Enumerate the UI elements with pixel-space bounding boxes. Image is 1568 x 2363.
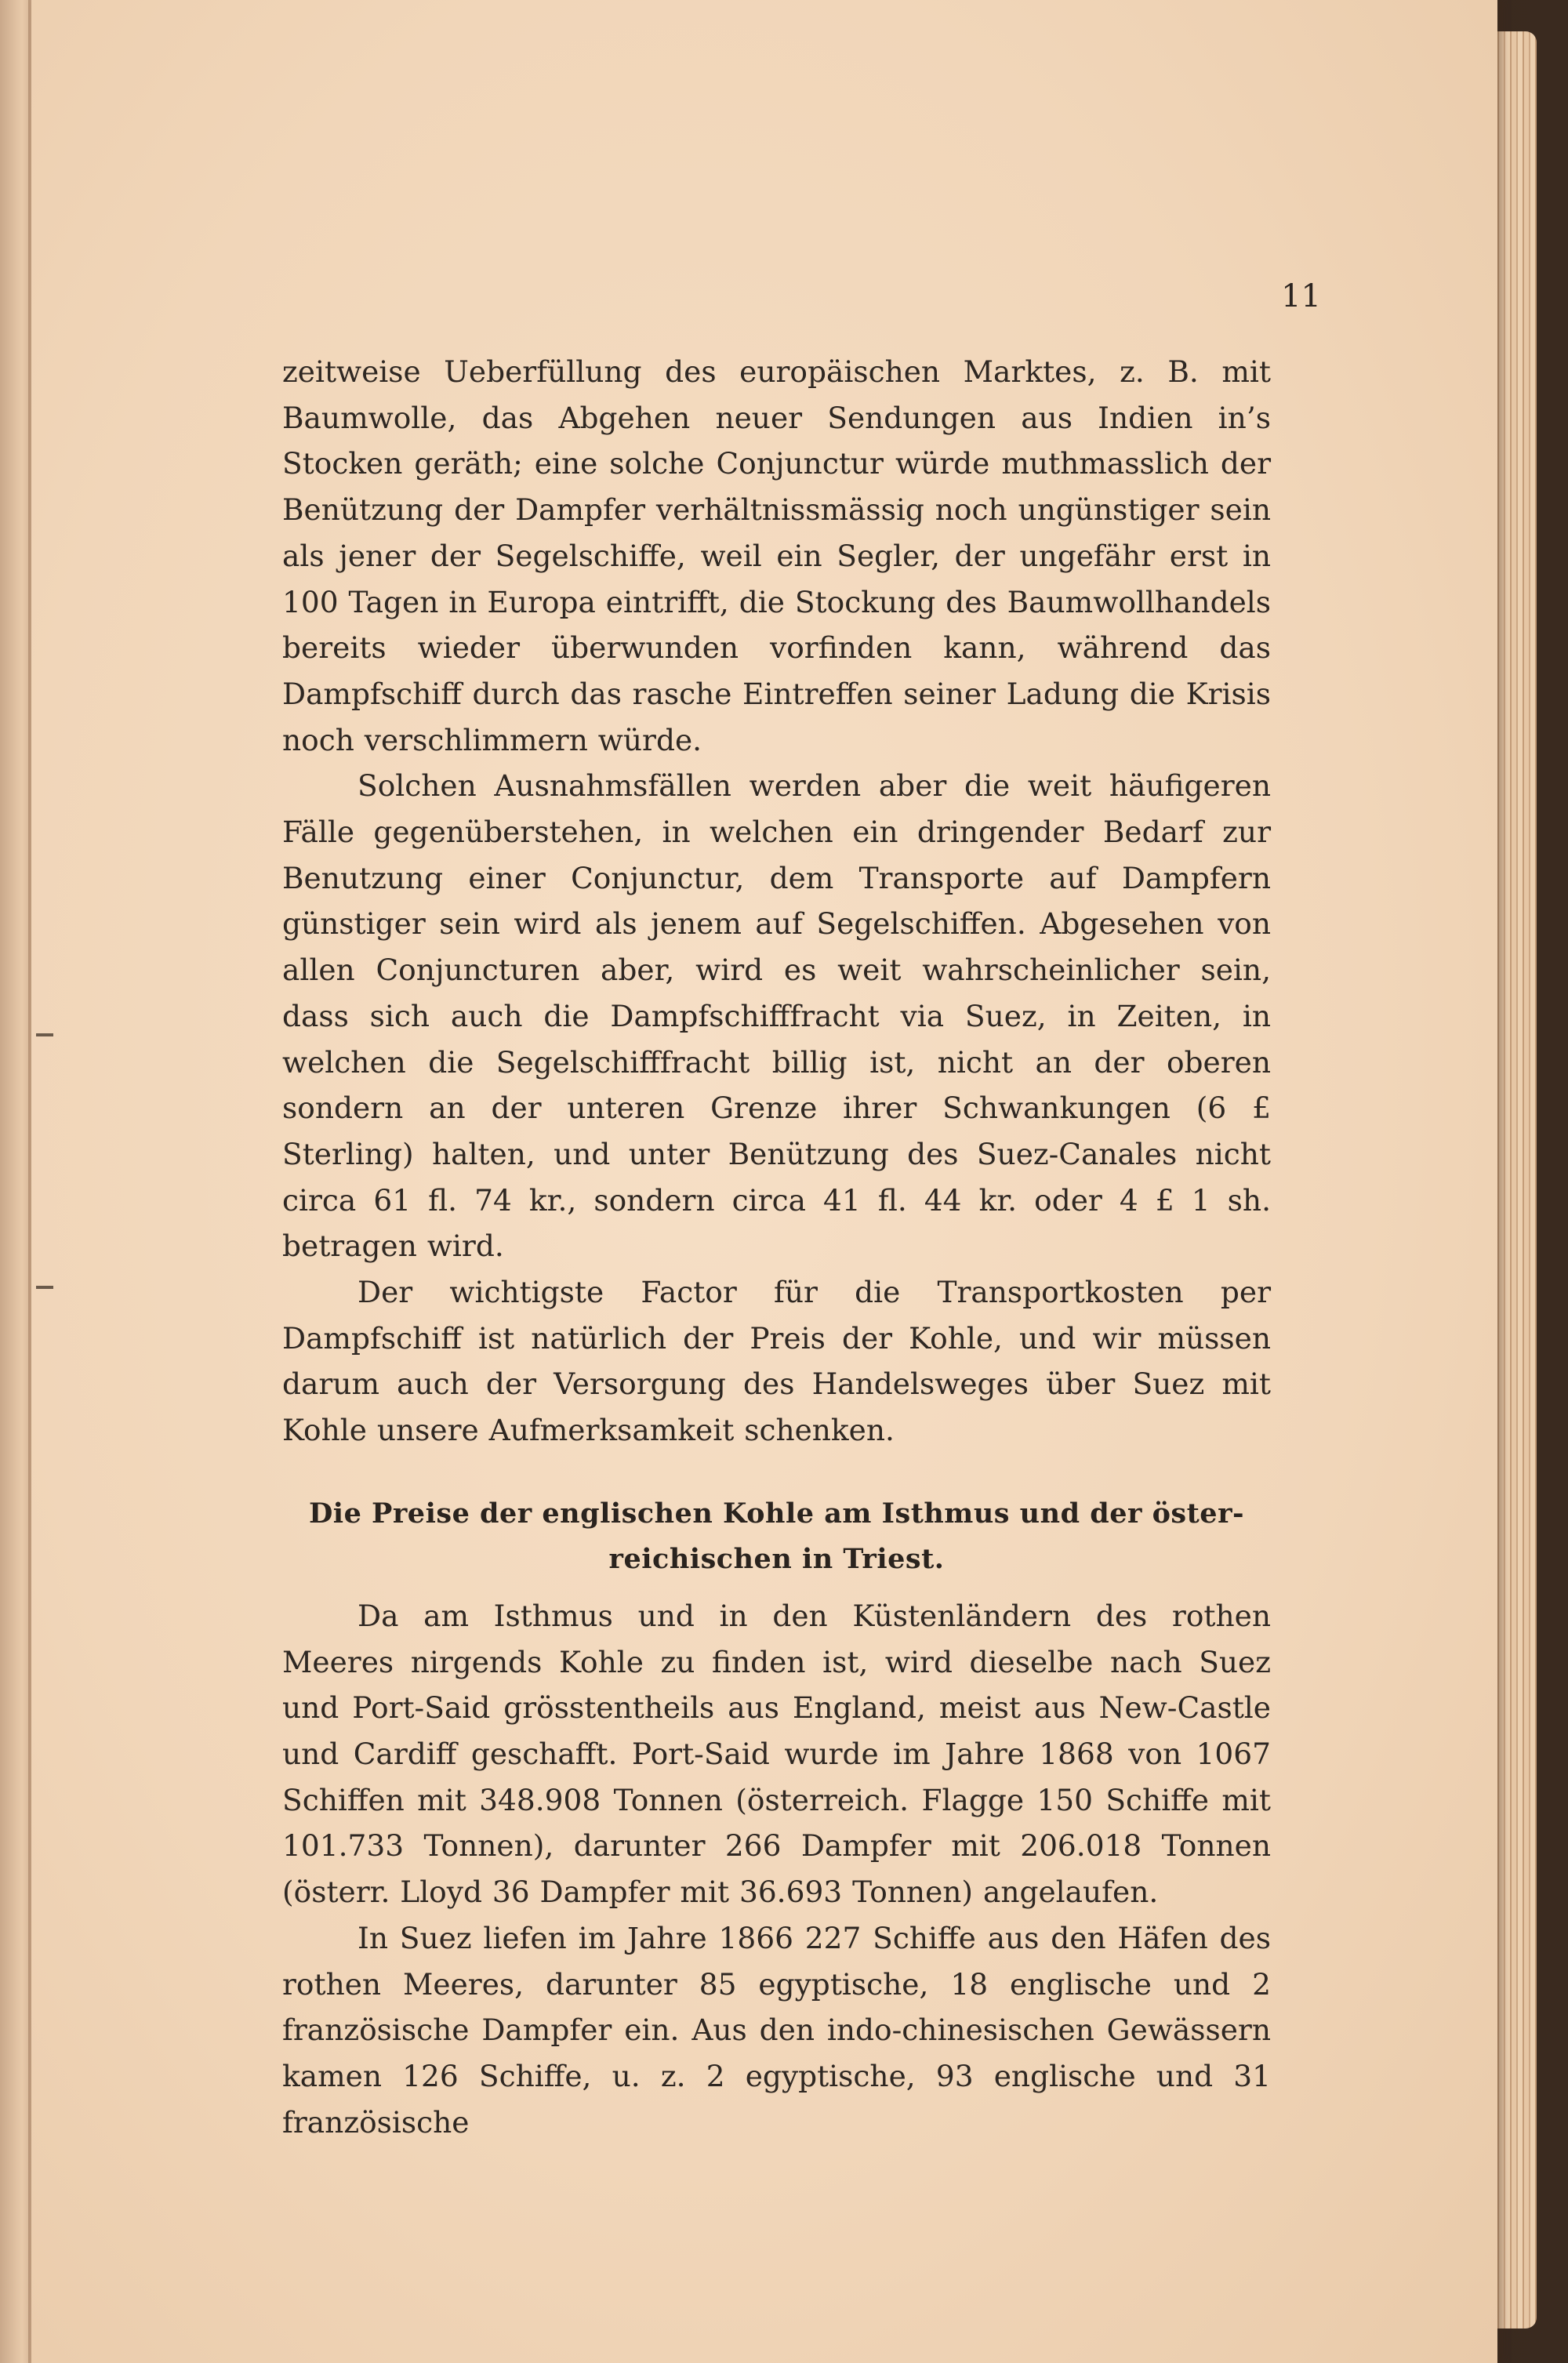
page-number: 11 bbox=[1281, 278, 1321, 314]
text-block bbox=[282, 349, 1271, 2145]
paragraph-3: Der wichtigste Factor für die Transportkosten per Dampfschiff ist natürlich der Preis der Kohle, und wir müssen darum auch der Versorgung des Handelsweges über Suez mit Kohle unsere Aufmerksamkeit schenken. bbox=[282, 1275, 1271, 1448]
section-heading-line-2: reichischen in Triest. bbox=[608, 1542, 945, 1575]
book-page bbox=[31, 0, 1497, 2363]
paragraph-5: In Suez liefen im Jahre 1866 227 Schiffe aus den Häfen des rothen Meeres, darunter 85 egyptische, 18 englische und 2 französische Dampfer ein. Aus den indo-chinesischen Gewässern kamen 126 Schiffe, u. z. 2 egyptische, 93 englische und 31 französische bbox=[282, 1920, 1271, 2140]
section-heading-line-1: Die Preise der englischen Kohle am Isthmus und der öster- bbox=[308, 1497, 1245, 1530]
paragraph-4: Da am Isthmus und in den Küstenländern des rothen Meeres nirgends Kohle zu finden ist, wird dieselbe nach Suez und Port-Said grösstentheils aus England, meist aus New-Castle und Cardiff geschafft. Port-Said wurde im Jahre 1868 von 1067 Schiffen mit 348.908 Tonnen (österreich. Flagge 150 Schiffe mit 101.733 Tonnen), darunter 266 Dampfer mit 206.018 Tonnen (österr. Lloyd 36 Dampfer mit 36.693 Tonnen) angelaufen. bbox=[282, 1598, 1271, 1910]
margin-mark bbox=[36, 1033, 53, 1036]
facing-page-edge bbox=[0, 0, 31, 2363]
paragraph-1: zeitweise Ueberfüllung des europäischen Marktes, z. B. mit Baumwolle, das Abgehen neuer Sendungen aus Indien in’s Stocken geräth; eine solche Conjunctur würde muthmasslich der Benützung der Dampfer verhältnissmässig noch ungünstiger sein als jener der Segelschiffe, weil ein Segler, der ungefähr erst in 100 Tagen in Europa eintrifft, die Stockung des Baumwollhandels bereits wieder überwunden vorfinden kann, während das Dampfschiff durch das rasche Eintreffen seiner Ladung die Krisis noch verschlimmern würde. bbox=[282, 354, 1271, 757]
margin-mark bbox=[36, 1286, 53, 1289]
section-heading bbox=[282, 1491, 1271, 1582]
paragraph-2: Solchen Ausnahmsfällen werden aber die weit häufigeren Fälle gegenüberstehen, in welchen ein dringender Bedarf zur Benutzung einer Conjunctur, dem Transporte auf Dampfern günstiger sein wird als jenem auf Segelschiffen. Abgesehen von allen Conjuncturen aber, wird es weit wahrscheinlicher sein, dass sich auch die Dampfschifffracht via Suez, in Zeiten, in welchen die Segelschifffracht billig ist, nicht an der oberen sondern an der unteren Grenze ihrer Schwankungen (6 £ Sterling) halten, und unter Benützung des Suez-Canales nicht circa 61 fl. 74 kr., sondern circa 41 fl. 44 kr. oder 4 £ 1 sh. betragen wird. bbox=[282, 768, 1271, 1264]
